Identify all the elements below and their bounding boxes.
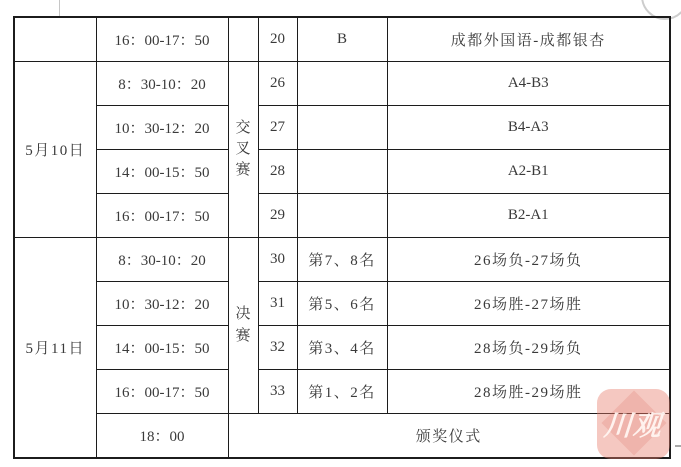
matchup-cell: 28场负-29场负	[387, 326, 670, 370]
matchup-cell: B2-A1	[387, 194, 670, 238]
rank-cell: 第3、4名	[297, 326, 387, 370]
watermark-logo-text: 川观	[603, 411, 664, 442]
matchup-cell: B4-A3	[387, 106, 670, 150]
stage-cell-finals	[228, 238, 258, 414]
match-number-cell: 33	[258, 370, 297, 414]
group-cell: B	[297, 17, 387, 62]
table-row-match-28	[14, 150, 670, 194]
matchup-cell: 26场胜-27场胜	[387, 282, 670, 326]
rank-cell-empty	[297, 150, 387, 194]
match-schedule-table	[13, 16, 671, 459]
rank-cell: 第1、2名	[297, 370, 387, 414]
time-cell: 16：00-17：50	[96, 194, 228, 238]
scan-edge-artifact	[675, 445, 681, 447]
matchup-cell: 28场胜-29场胜	[387, 370, 670, 414]
match-number-cell: 28	[258, 150, 297, 194]
cropped-row-divider-line	[59, 0, 60, 16]
time-cell: 14：00-15：50	[96, 150, 228, 194]
time-cell: 16：00-17：50	[96, 370, 228, 414]
match-number-cell: 20	[258, 17, 297, 62]
time-cell: 10：30-12：20	[96, 106, 228, 150]
rank-cell: 第5、6名	[297, 282, 387, 326]
match-number-cell: 30	[258, 238, 297, 282]
time-cell: 8：30-10：20	[96, 238, 228, 282]
rank-cell: 第7、8名	[297, 238, 387, 282]
date-cell-empty	[14, 17, 96, 62]
stage-label: 决赛	[235, 306, 251, 344]
table-row-match-31	[14, 282, 670, 326]
stage-cell-empty	[228, 17, 258, 62]
table-row-match-29	[14, 194, 670, 238]
match-number-cell: 29	[258, 194, 297, 238]
date-cell-may11: 5月11日	[14, 238, 96, 459]
match-number-cell: 31	[258, 282, 297, 326]
table-row-match-26	[14, 62, 670, 106]
table-row-match-30	[14, 238, 670, 282]
stage-label: 交叉赛	[235, 119, 251, 179]
time-cell: 18：00	[96, 414, 228, 459]
ceremony-cell: 颁奖仪式	[228, 414, 670, 459]
time-cell: 16：00-17：50	[96, 17, 228, 62]
matchup-cell: A2-B1	[387, 150, 670, 194]
match-number-cell: 27	[258, 106, 297, 150]
match-number-cell: 26	[258, 62, 297, 106]
date-cell-may10: 5月10日	[14, 62, 96, 238]
time-cell: 8：30-10：20	[96, 62, 228, 106]
table-row-match-33	[14, 370, 670, 414]
stage-cell-crossover	[228, 62, 258, 238]
matchup-cell: 26场负-27场负	[387, 238, 670, 282]
table-row-match-20	[14, 17, 670, 62]
matchup-cell: A4-B3	[387, 62, 670, 106]
rank-cell-empty	[297, 106, 387, 150]
match-number-cell: 32	[258, 326, 297, 370]
table-row-ceremony	[14, 414, 670, 459]
table-row-match-32	[14, 326, 670, 370]
time-cell: 10：30-12：20	[96, 282, 228, 326]
rank-cell-empty	[297, 194, 387, 238]
table-row-match-27	[14, 106, 670, 150]
time-cell: 14：00-15：50	[96, 326, 228, 370]
rank-cell-empty	[297, 62, 387, 106]
matchup-cell: 成都外国语-成都银杏	[387, 17, 670, 62]
